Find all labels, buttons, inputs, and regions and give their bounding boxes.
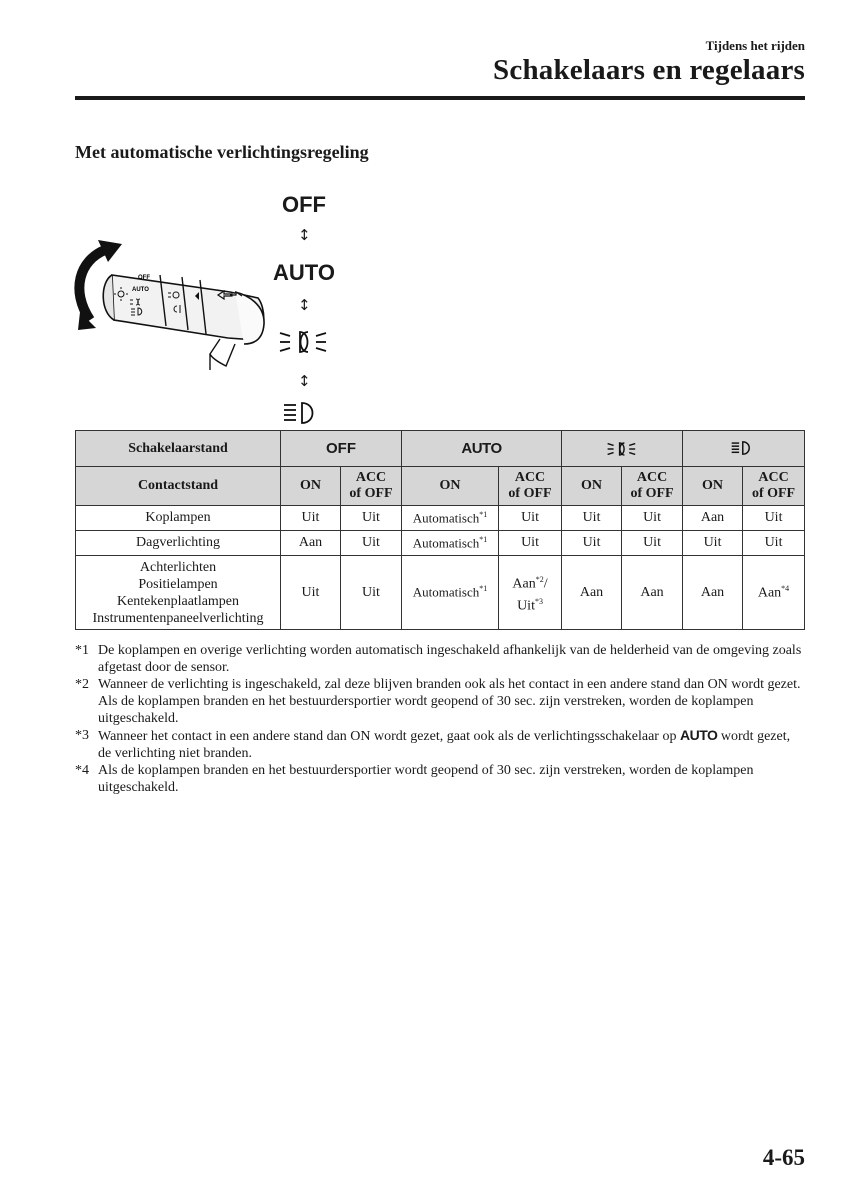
table-cell: Uit: [281, 506, 341, 531]
lighting-table: [75, 430, 805, 630]
footnote: [75, 727, 805, 762]
stalk-illustration: [60, 180, 380, 430]
table-cell: Automatisch$^{*1}$: [402, 531, 499, 556]
parking-lights-icon: [278, 327, 330, 357]
updown-arrow-icon: ↕: [298, 372, 311, 390]
table-cell: Uit: [622, 506, 683, 531]
table-cell: Aan: [562, 556, 622, 630]
table-cell: Automatisch$^{*1}$: [402, 506, 499, 531]
table-cell: Aan: [622, 556, 683, 630]
headlights-icon: [730, 440, 758, 456]
acc-header: ACC of OFF: [622, 467, 683, 506]
table-header-row: [76, 431, 805, 467]
footnote-text: Als de koplampen branden en het bestuurdersportier wordt geopend of 30 sec. zijn verstreken, worden de koplampen uitgeschakeld.: [98, 763, 754, 795]
table-cell: Uit: [562, 531, 622, 556]
table-cell: Aan: [683, 506, 743, 531]
header-rule: [75, 96, 805, 100]
updown-arrow-icon: ↕: [298, 226, 311, 244]
row-label: Achterlichten Positielampen Kentekenplaatlampen Instrumentenpaneelverlichting: [76, 556, 281, 630]
footnote-mark: *4: [75, 763, 89, 778]
acc-header: ACC of OFF: [499, 467, 562, 506]
page-number: 4-65: [762, 1145, 805, 1170]
row-label: Koplampen: [76, 506, 281, 531]
acc-header: ACC of OFF: [743, 467, 805, 506]
footnote: [75, 676, 805, 727]
light-switch-diagram: [60, 180, 380, 430]
table-cell: Uit: [281, 556, 341, 630]
table-row: [76, 506, 805, 531]
on-header: ON: [683, 467, 743, 506]
position-auto-label: AUTO: [273, 260, 335, 285]
table-cell: Uit: [341, 506, 402, 531]
table-subheader-row: [76, 467, 805, 506]
page-title: Schakelaars en regelaars: [493, 54, 805, 86]
acc-header: ACC of OFF: [341, 467, 402, 506]
switch-position-header: Schakelaarstand: [76, 431, 281, 467]
section-title: Met automatische verlichtingsregeling: [75, 142, 369, 162]
ignition-header: Contactstand: [76, 467, 281, 506]
table-row: [76, 556, 805, 630]
footnote: [75, 642, 805, 676]
footnote-text: Wanneer de verlichting is ingeschakeld, zal deze blijven branden ook als het contact in een andere stand dan ON wordt gezet.: [98, 677, 801, 692]
footnote-text: Wanneer het contact in een andere stand dan ON wordt gezet, gaat ook als de verlichtingsschakelaar op AUTO wordt gezet, de verlichting niet branden.: [98, 727, 791, 761]
table-cell: Uit: [341, 531, 402, 556]
updown-arrow-icon: ↕: [298, 296, 311, 314]
off-column-header: OFF: [281, 431, 402, 467]
table-cell: Aan$^{*4}$: [743, 556, 805, 630]
table-cell: Uit: [743, 531, 805, 556]
table-cell: Aan: [281, 531, 341, 556]
footnote-mark: *1: [75, 643, 89, 658]
headlights-icon: [282, 400, 326, 426]
parking-lights-icon: [605, 440, 639, 458]
footnotes: [75, 642, 805, 796]
table-cell: Uit: [622, 531, 683, 556]
stalk-off-label: OFF: [138, 275, 150, 281]
table-cell: Automatisch$^{*1}$: [402, 556, 499, 630]
table-cell: Uit: [562, 506, 622, 531]
table-cell: Aan$^{*2}$/ Uit$^{*3}$: [499, 556, 562, 630]
on-header: ON: [281, 467, 341, 506]
position-off-label: OFF: [282, 192, 326, 217]
chapter-title: Tijdens het rijden: [705, 38, 805, 53]
table-cell: Uit: [743, 506, 805, 531]
stalk-auto-label: AUTO: [132, 287, 149, 293]
table-cell: Uit: [499, 506, 562, 531]
footnote: [75, 762, 805, 796]
footnote-text: De koplampen en overige verlichting worden automatisch ingeschakeld afhankelijk van de helderheid van de omgeving zoals afgetast door de sensor.: [98, 643, 802, 675]
table-cell: Uit: [499, 531, 562, 556]
headlights-column-header: [683, 431, 805, 467]
table-cell: Uit: [341, 556, 402, 630]
row-label: Dagverlichting: [76, 531, 281, 556]
table-cell: Uit: [683, 531, 743, 556]
auto-column-header: AUTO: [402, 431, 562, 467]
footnote-mark: *2: [75, 677, 89, 692]
footnote-text: Als de koplampen branden en het bestuurdersportier wordt geopend of 30 sec. zijn verstreken, worden de koplampen uitgeschakeld.: [98, 694, 754, 726]
parking-column-header: [562, 431, 683, 467]
table-row: [76, 531, 805, 556]
footnote-mark: *3: [75, 728, 89, 743]
auto-inline-label: AUTO: [679, 727, 718, 743]
on-header: ON: [402, 467, 499, 506]
table-cell: Aan: [683, 556, 743, 630]
on-header: ON: [562, 467, 622, 506]
